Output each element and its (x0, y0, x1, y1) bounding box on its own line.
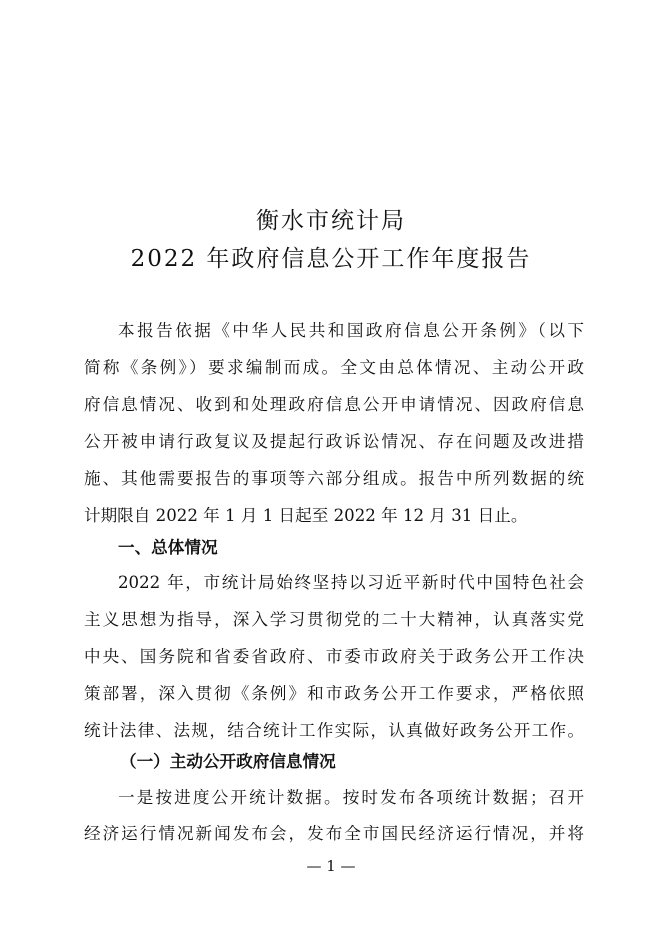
paragraph-line: 中央、国务院和省委省政府、市委市政府关于政务公开工作决 (84, 647, 584, 666)
subsection-heading-active-disclosure: （一）主动公开政府信息情况 (120, 752, 336, 771)
paragraph-line: 府信息情况、收到和处理政府信息公开申请情况、因政府信息 (84, 395, 584, 414)
paragraph-line: 2022 年，市统计局始终坚持以习近平新时代中国特色社会 (118, 573, 584, 592)
paragraph-line: 计期限自 2022 年 1 月 1 日起至 2022 年 12 月 31 日止。 (84, 506, 528, 525)
page-number: — 1 — (306, 857, 356, 875)
report-title-line-2: 2022 年政府信息公开工作年度报告 (130, 246, 532, 272)
paragraph-line: 本报告依据《中华人民共和国政府信息公开条例》（以下 (118, 321, 584, 340)
section-heading-overview: 一、总体情况 (118, 538, 218, 557)
report-title-line-1: 衡水市统计局 (256, 208, 406, 234)
paragraph-line: 公开被申请行政复议及提起行政诉讼情况、存在问题及改进措 (84, 432, 584, 451)
paragraph-line: 统计法律、法规，结合统计工作实际，认真做好政务公开工作。 (84, 721, 584, 740)
paragraph-line: 一是按进度公开统计数据。按时发布各项统计数据；召开 (118, 788, 584, 807)
paragraph-line: 经济运行情况新闻发布会，发布全市国民经济运行情况，并将 (84, 824, 584, 843)
paragraph-line: 施、其他需要报告的事项等六部分组成。报告中所列数据的统 (84, 469, 584, 488)
paragraph-line: 简称《条例》）要求编制而成。全文由总体情况、主动公开政 (84, 358, 584, 377)
paragraph-line: 主义思想为指导，深入学习贯彻党的二十大精神，认真落实党 (84, 610, 584, 629)
paragraph-line: 策部署，深入贯彻《条例》和市政务公开工作要求，严格依照 (84, 684, 584, 703)
